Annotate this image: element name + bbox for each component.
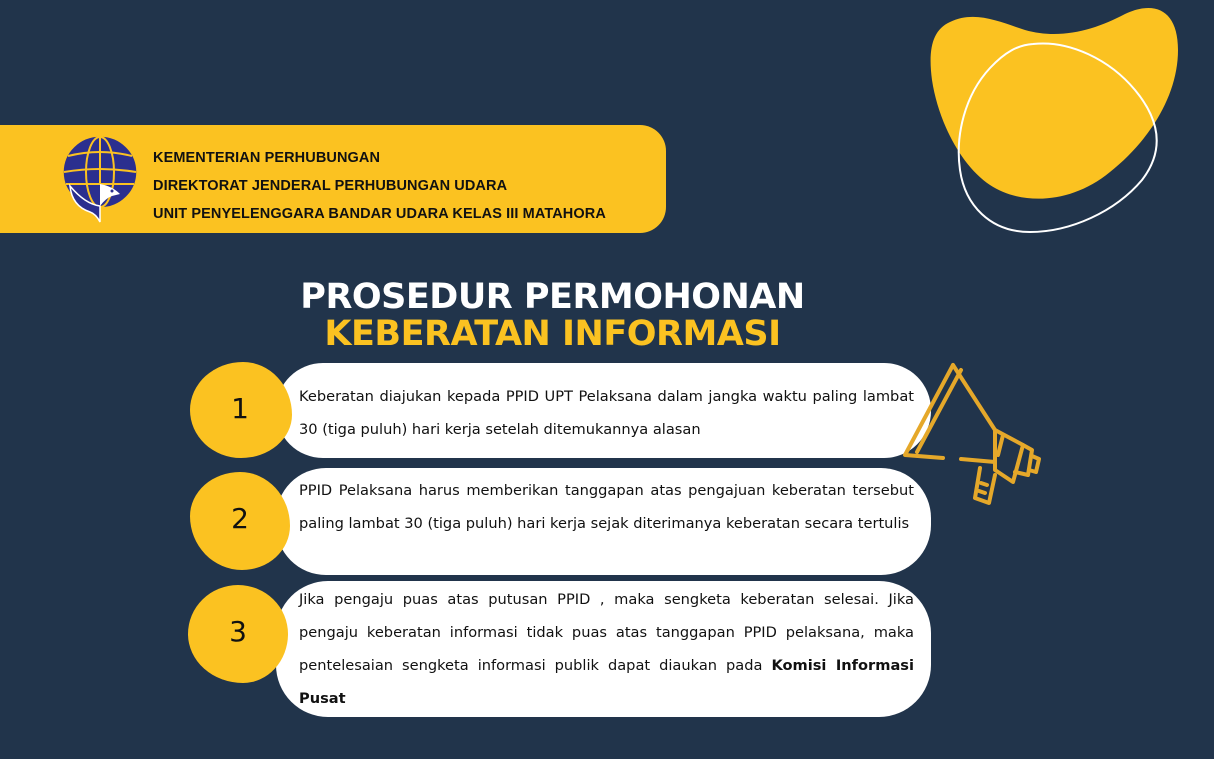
header-line-directorate: DIREKTORAT JENDERAL PERHUBUNGAN UDARA <box>153 178 508 194</box>
header-line-unit: UNIT PENYELENGGARA BANDAR UDARA KELAS III MATAHORA <box>153 206 606 222</box>
page-title-line1: PROSEDUR PERMOHONAN <box>300 277 805 317</box>
header-organization-text <box>153 144 606 228</box>
step-text-1: Keberatan diajukan kepada PPID UPT Pelaksana dalam jangka waktu paling lambat 30 (tiga puluh) hari kerja setelah ditemukannya alasan <box>299 388 914 438</box>
megaphone-icon <box>895 360 1045 510</box>
step-number-2: 2 <box>231 502 249 535</box>
step-text-2: PPID Pelaksana harus memberikan tanggapan atas pengajuan keberatan tersebut paling lambat 30 (tiga puluh) hari kerja sejak diterimanya keberatan secara tertulis <box>299 482 914 532</box>
decorative-blob-icon <box>920 0 1180 240</box>
kemenhub-logo-icon <box>60 134 140 224</box>
header-line-ministry: KEMENTERIAN PERHUBUNGAN <box>153 150 381 166</box>
step-number-3: 3 <box>229 615 247 648</box>
page-title-line2: KEBERATAN INFORMASI <box>324 314 781 354</box>
step-number-1: 1 <box>231 392 249 425</box>
step-text-3-emphasis: Komisi Informasi Pusat <box>299 657 914 707</box>
step-text-3 <box>299 583 914 715</box>
step-text-3-body: Jika pengaju puas atas putusan PPID , maka sengketa keberatan selesai. Jika pengaju keberatan informasi tidak puas atas tanggapan PPID pelaksana, maka pentelesaian sengketa informasi publik dapat diaukan pada <box>299 591 914 674</box>
